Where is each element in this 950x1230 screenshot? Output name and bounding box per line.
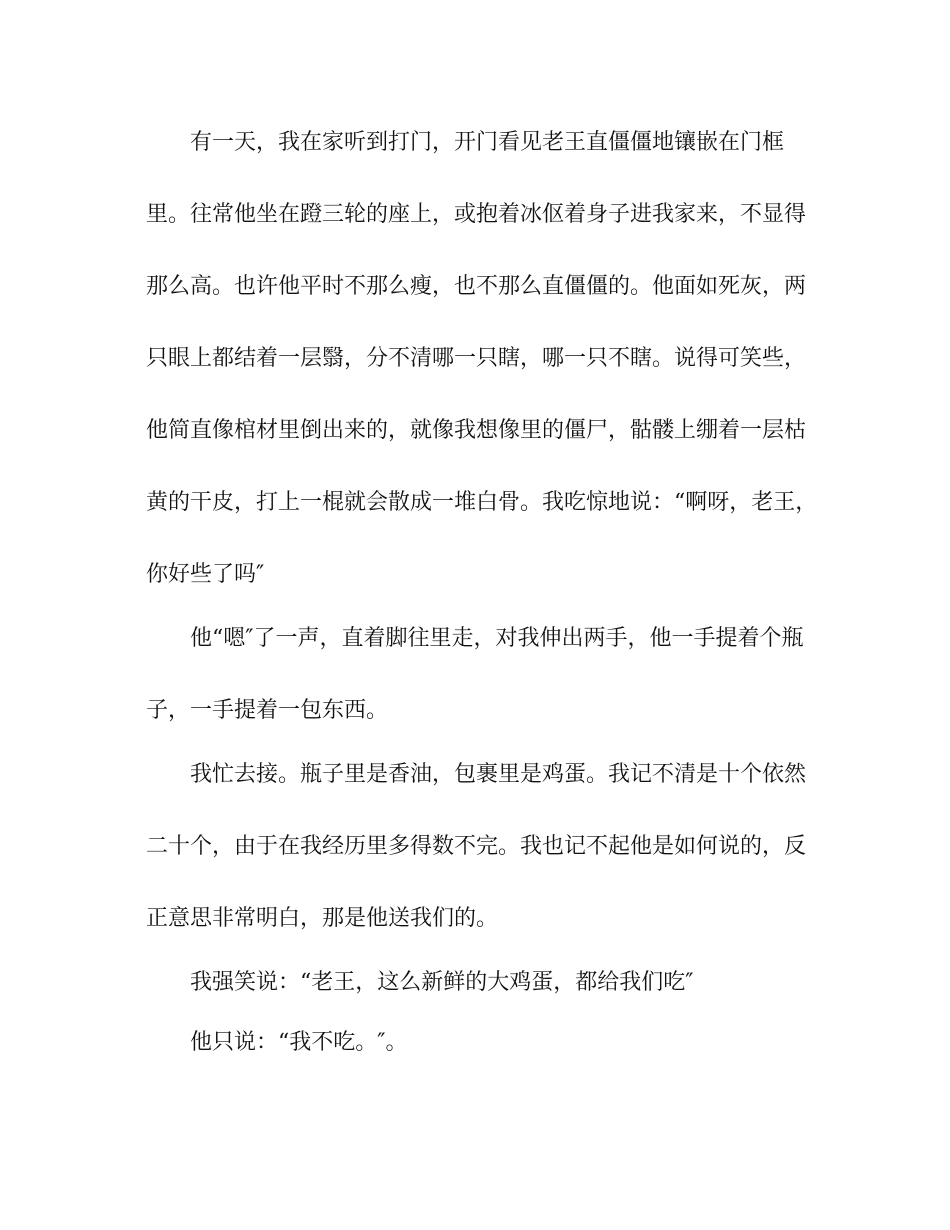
text-line: 黄的干皮，打上一棍就会散成一堆白骨。我吃惊地说：“啊呀，老王，: [146, 490, 818, 515]
text-line: 他只说：“我不吃。″。: [190, 1030, 408, 1055]
text-line: 子，一手提着一包东西。: [146, 698, 389, 723]
text-line: 有一天，我在家听到打门，开门看见老王直僵僵地镶嵌在门框: [190, 130, 785, 155]
text-line: 二十个，由于在我经历里多得数不完。我也记不起他是如何说的，反: [146, 834, 807, 859]
text-line: 正意思非常明白，那是他送我们的。: [146, 906, 499, 931]
text-line: 你好些了吗″: [146, 562, 265, 587]
text-line: 我强笑说：“老王，这么新鲜的大鸡蛋，都给我们吃″: [190, 970, 694, 995]
text-line: 里。往常他坐在蹬三轮的座上，或抱着冰伛着身子进我家来，不显得: [146, 202, 807, 227]
text-line: 我忙去接。瓶子里是香油，包裹里是鸡蛋。我记不清是十个依然: [190, 762, 807, 787]
text-line: 他简直像棺材里倒出来的，就像我想像里的僵尸，骷髅上绷着一层枯: [146, 418, 807, 443]
text-line: 只眼上都结着一层翳，分不清哪一只瞎，哪一只不瞎。说得可笑些，: [146, 346, 807, 371]
text-line: 那么高。也许他平时不那么瘦，也不那么直僵僵的。他面如死灰，两: [146, 274, 807, 299]
text-line: 他“嗯″了一声，直着脚往里走，对我伸出两手，他一手提着个瓶: [190, 626, 804, 651]
